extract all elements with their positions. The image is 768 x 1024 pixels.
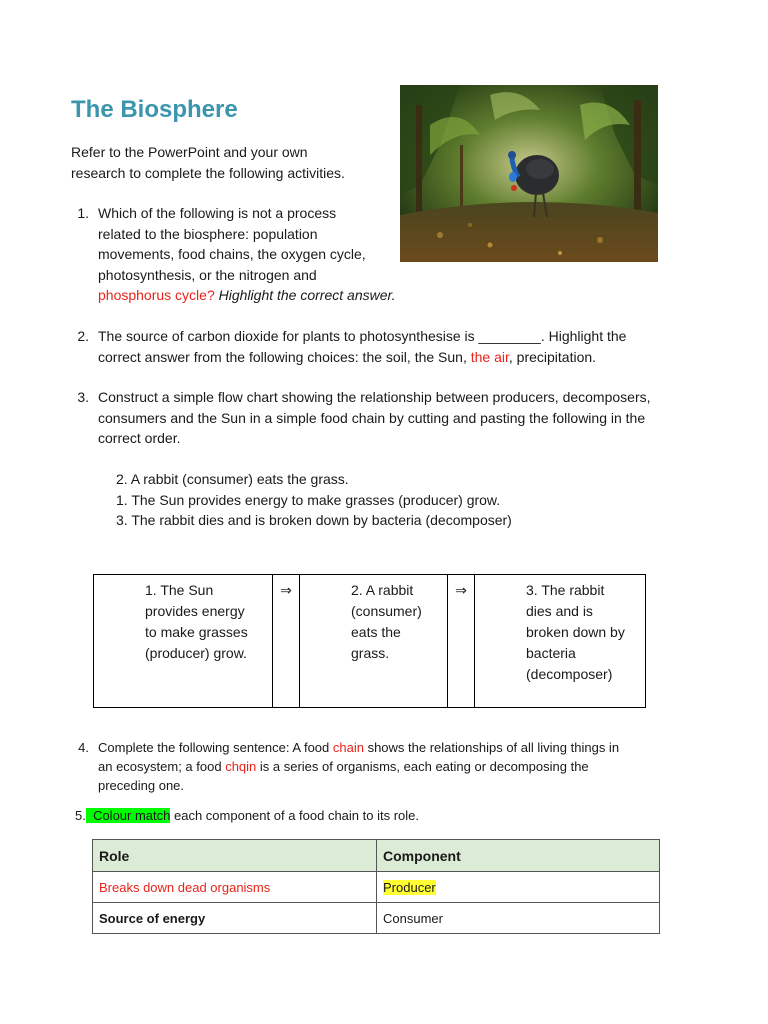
question-2-line: [98, 347, 626, 368]
flow-box-line: bacteria: [526, 645, 576, 661]
role-cell: Source of energy: [93, 903, 377, 934]
flow-box-line: broken down by: [526, 624, 625, 640]
table-row: [93, 903, 660, 934]
food-chain-flow-chart: [93, 574, 646, 708]
question-1-answer: phosphorus cycle?: [98, 287, 215, 303]
question-1-line: related to the biosphere: population: [98, 225, 318, 242]
flow-box-line: to make grasses: [145, 624, 248, 640]
table-header-component: Component: [377, 840, 660, 872]
question-5-text: each component of a food chain to its role.: [170, 808, 419, 823]
flow-box-3: [475, 575, 646, 708]
flow-box-line: 3. The rabbit: [526, 582, 605, 598]
role-component-table: [92, 839, 660, 934]
question-3-line: Construct a simple flow chart showing the relationship between producers, decomposers,: [98, 389, 651, 405]
page-title: The Biosphere: [71, 96, 238, 123]
question-1-line: photosynthesis, or the nitrogen and: [98, 266, 317, 283]
question-2-line: The source of carbon dioxide for plants to photosynthesise is ________. Highlight the: [98, 328, 627, 344]
question-1-line: Which of the following is not a process: [98, 205, 337, 221]
cassowary-rainforest-photo: [400, 85, 658, 262]
intro-line: Refer to the PowerPoint and your own: [71, 144, 308, 160]
question-1-number: 1.: [77, 205, 89, 221]
intro-text: [71, 142, 345, 183]
question-1: [98, 203, 396, 306]
right-double-arrow-icon: ⇒: [455, 582, 467, 598]
flow-box-line: (decomposer): [526, 666, 613, 682]
flow-box-line: eats the: [351, 624, 401, 640]
list-item: 3. The rabbit dies and is broken down by bacteria (decomposer): [116, 512, 512, 528]
role-cell: Breaks down dead organisms: [93, 872, 377, 903]
question-2-text: , precipitation.: [508, 348, 597, 365]
question-4-text: shows the relationships of all living things in: [363, 740, 620, 755]
flow-box-line: provides energy: [145, 603, 245, 619]
question-3: [98, 387, 651, 449]
component-highlight: Producer: [383, 879, 436, 895]
question-5: [75, 807, 419, 825]
table-header-role: Role: [93, 840, 377, 872]
flow-box-line: (producer) grow.: [145, 645, 247, 661]
question-4-number: 4.: [78, 740, 89, 755]
question-4-line: [98, 738, 619, 757]
question-4-text: an ecosystem; a food: [98, 759, 226, 774]
flow-box-line: 2. A rabbit: [351, 582, 414, 598]
flow-box-line: (consumer): [351, 603, 422, 619]
flow-box-1: [94, 575, 273, 708]
list-item: 1. The Sun provides energy to make grasses (producer) grow.: [116, 491, 501, 508]
question-1-instruction: Highlight the correct answer.: [214, 287, 396, 303]
flow-arrow-2: [448, 575, 475, 708]
question-4-text: Complete the following sentence: A food: [98, 740, 333, 755]
table-header-row: [93, 840, 660, 872]
flow-box-2: [300, 575, 448, 708]
flow-arrow-1: [273, 575, 300, 708]
question-1-answer-line: [98, 285, 396, 306]
list-item: 2. A rabbit (consumer) eats the grass.: [116, 471, 349, 487]
question-4-text: is a series of organisms, each eating or decomposing the: [256, 759, 589, 774]
question-3-number: 3.: [77, 389, 89, 405]
question-2: [98, 326, 626, 367]
table-row: [93, 872, 660, 903]
component-cell: Consumer: [377, 903, 660, 934]
question-4-line: [98, 757, 619, 776]
question-3-line: consumers and the Sun in a simple food chain by cutting and pasting the following in the: [98, 409, 646, 426]
question-3-line: correct order.: [98, 430, 181, 446]
flow-box-line: grass.: [351, 645, 390, 661]
question-2-number: 2.: [77, 328, 89, 344]
question-5-highlight: Colour match: [85, 808, 171, 823]
question-4-answer-1: chain: [332, 740, 364, 755]
question-4: [98, 738, 619, 795]
flow-box-line: dies and is: [526, 603, 593, 619]
question-2-text: correct answer from the following choices: the soil, the Sun,: [98, 348, 471, 365]
flow-box-line: 1. The Sun: [145, 582, 214, 598]
right-double-arrow-icon: ⇒: [280, 582, 292, 598]
question-4-answer-2: chqin: [225, 759, 257, 774]
question-4-line: preceding one.: [98, 778, 185, 793]
question-2-answer: the air: [470, 348, 509, 365]
question-3-items: [116, 469, 512, 531]
intro-line: research to complete the following activities.: [71, 164, 345, 181]
question-1-line: movements, food chains, the oxygen cycle,: [98, 246, 366, 262]
component-cell: [377, 872, 660, 903]
question-5-number: 5.: [75, 808, 86, 823]
